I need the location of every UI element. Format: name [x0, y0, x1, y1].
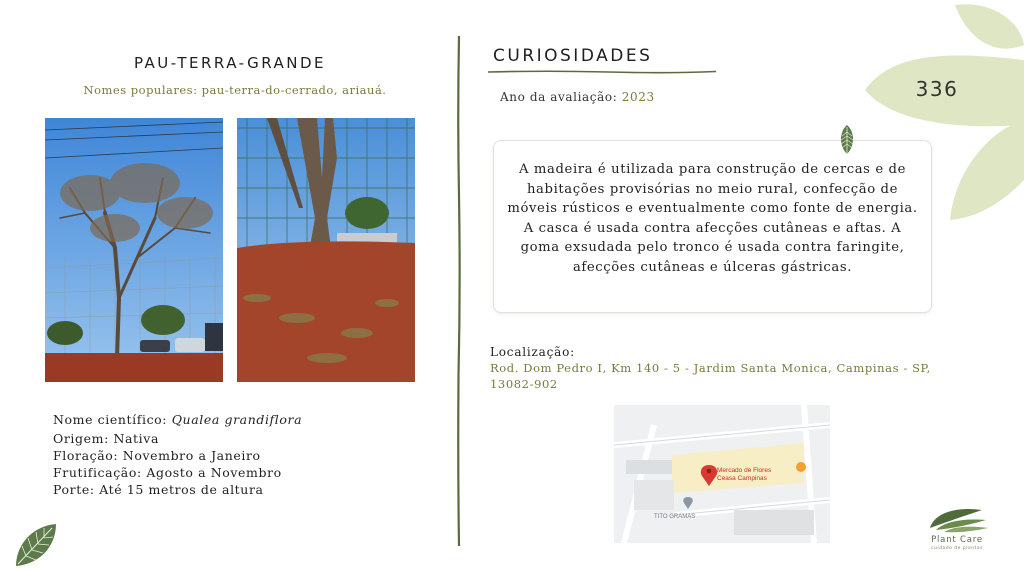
brand-tagline: cuidado de plantas: [931, 546, 983, 551]
evaluation-year-value: 2023: [621, 90, 655, 104]
tree-photo-trunk: [237, 118, 415, 382]
decorative-leaves: [860, 0, 1024, 230]
plant-title: PAU-TERRA-GRANDE: [133, 54, 327, 72]
popular-names: [40, 83, 430, 97]
scientific-name-value: Qualea grandiflora: [171, 412, 303, 427]
popular-names-value: pau-terra-do-cerrado, ariauá.: [201, 83, 387, 97]
curiosities-text: A madeira é utilizada para construção de cercas e de habitações provisórias no meio rural, confecção de móveis rústicos e eventualmente como fonte de energia. A casca é usada contra afecções cutâneas e aftas. A goma exsudada pelo tronco é usada contra faringite, afecções cutâneas e úlceras gástricas.: [507, 162, 918, 275]
location-address: Rod. Dom Pedro I, Km 140 - 5 - Jardim Santa Monica, Campinas - SP, 13082-902: [490, 361, 931, 391]
popular-names-label: Nomes populares:: [83, 83, 198, 97]
leaf-decoration-icon: [12, 520, 60, 570]
curiosities-heading: CURIOSIDADES: [493, 46, 653, 66]
leaf-icon: [838, 124, 856, 156]
fact-flowering: Floração: Novembro a Janeiro: [53, 448, 261, 463]
fact-size: Porte: Até 15 metros de altura: [53, 482, 264, 497]
column-divider: [456, 36, 462, 546]
fact-scientific-name: Nome científico: Qualea grandiflora: [53, 412, 303, 427]
tree-photo-full: [45, 118, 223, 382]
page-number: 336: [915, 77, 959, 101]
fact-origin: Origem: Nativa: [53, 431, 159, 446]
evaluation-year: Ano da avaliação: 2023: [500, 90, 655, 104]
fact-fruiting: Frutificação: Agosto a Novembro: [53, 465, 282, 480]
map-place-label-line2: Ceasa Campinas: [717, 475, 767, 482]
location-map[interactable]: [614, 405, 830, 543]
map-poi-label: TITO GRAMAS: [654, 514, 696, 520]
location-label: Localização:: [490, 345, 575, 359]
map-place-label-line1: Mercado de Flores: [717, 467, 772, 474]
brand-name: Plant Care: [931, 535, 983, 545]
plant-facts: [53, 411, 302, 498]
heading-underline: [488, 68, 716, 76]
map-food-icon[interactable]: [796, 462, 806, 472]
